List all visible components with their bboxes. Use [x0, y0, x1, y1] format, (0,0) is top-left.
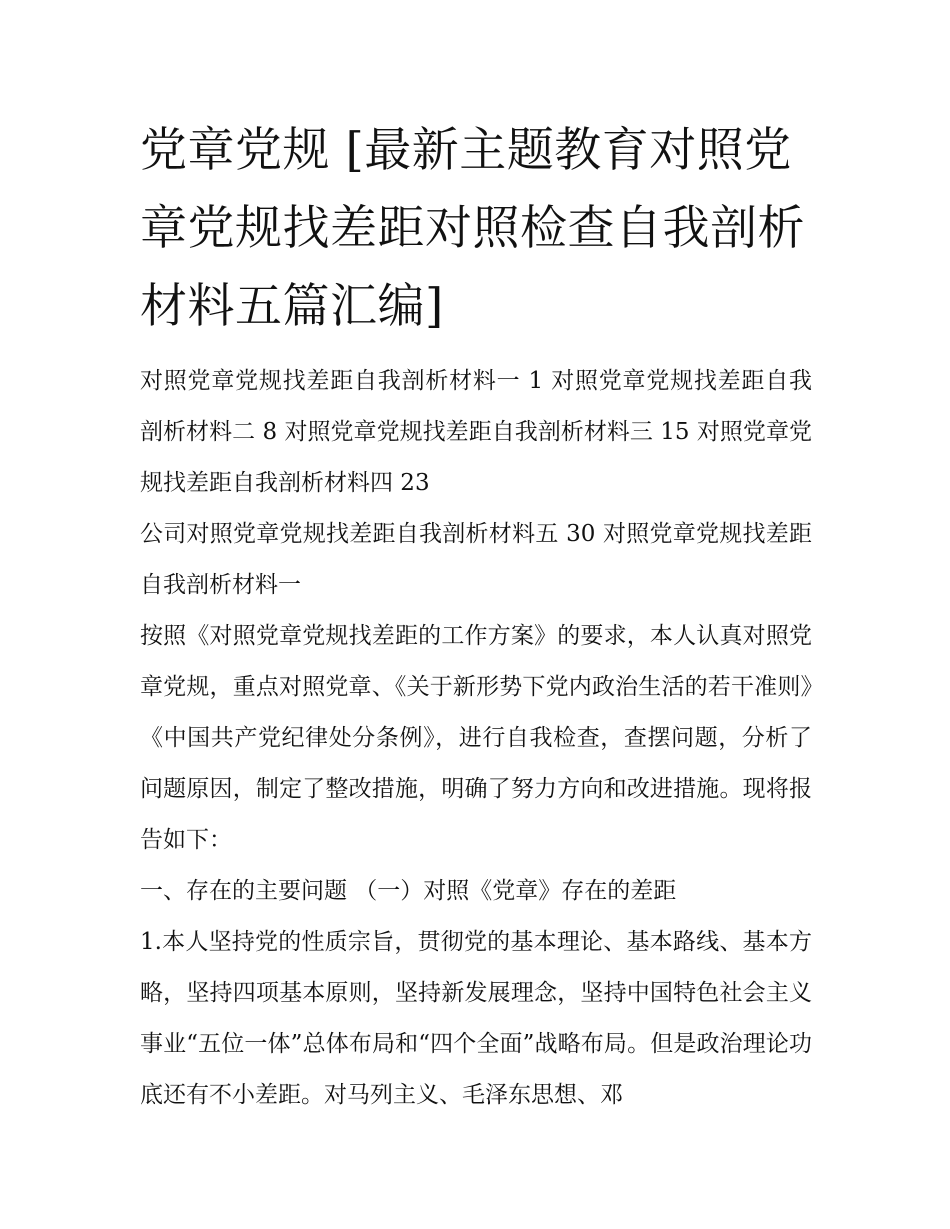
toc-paragraph-continued: 公司对照党章党规找差距自我剖析材料五 30 对照党章党规找差距自我剖析材料一 [140, 521, 812, 598]
body-paragraph: 1.本人坚持党的性质宗旨，贯彻党的基本理论、基本路线、基本方略，坚持四项基本原则，坚持新发展理念，坚持中国特色社会主义事业“五位一体”总体布局和“四个全面”战略布局。但是政治理论功底还有不小差距。对马列主义、毛泽东思想、邓 [140, 929, 812, 1108]
section-heading: 一、存在的主要问题 （一）对照《党章》存在的差距 [140, 878, 677, 904]
document-title: 党章党规 [最新主题教育对照党章党规找差距对照检查自我剖析材料五篇汇编] [140, 123, 805, 334]
intro-paragraph: 按照《对照党章党规找差距的工作方案》的要求，本人认真对照党章党规，重点对照党章、《关于新形势下党内政治生活的若干准则》《中国共产党纪律处分条例》，进行自我检查，查摆问题，分析了问题原因，制定了整改措施，明确了努力方向和改进措施。现将报告如下： [140, 623, 812, 853]
document-body [140, 356, 812, 1121]
toc-paragraph: 对照党章党规找差距自我剖析材料一 1 对照党章党规找差距自我剖析材料二 8 对照党章党规找差距自我剖析材料三 15 对照党章党规找差距自我剖析材料四 23 [140, 368, 812, 496]
